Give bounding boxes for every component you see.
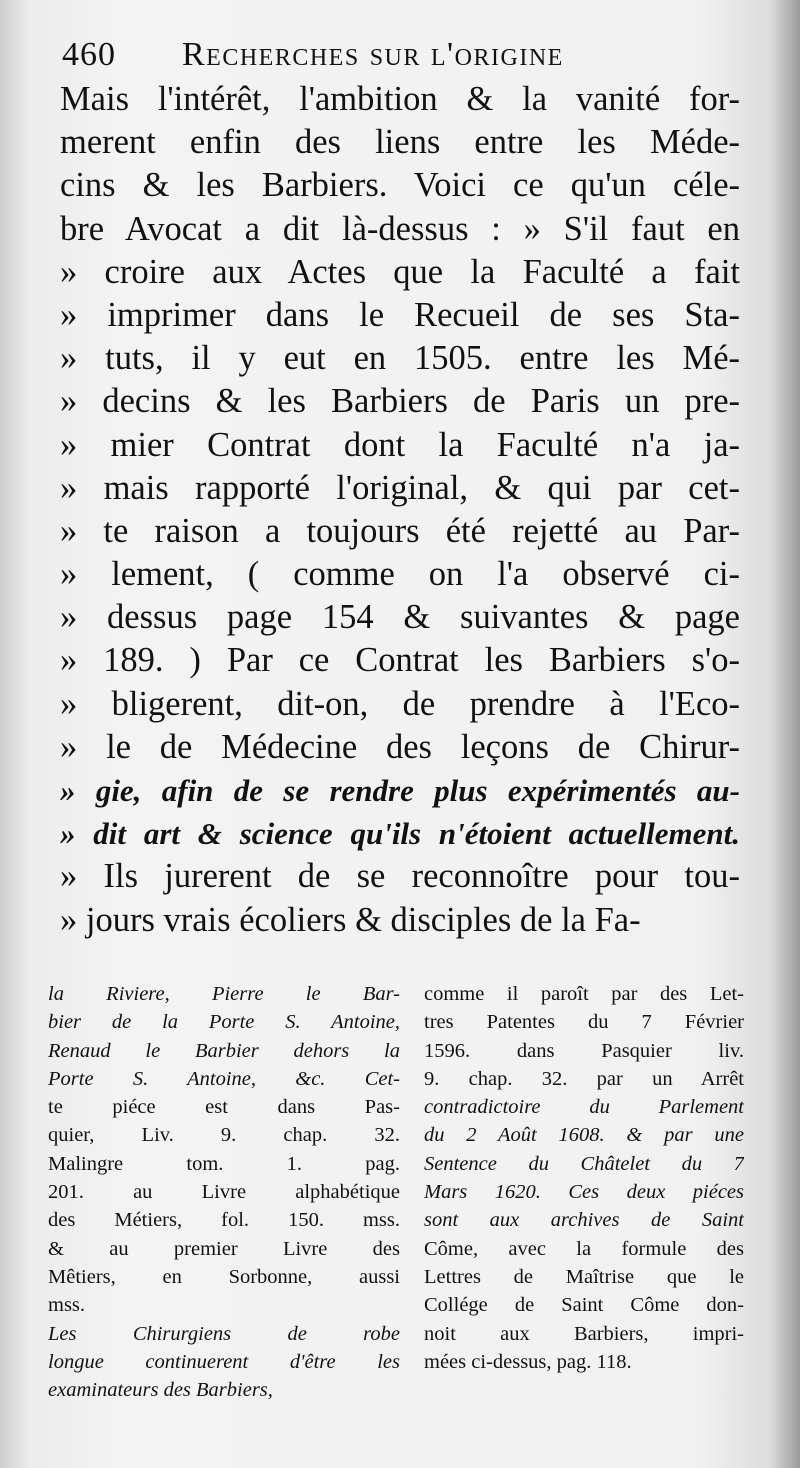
running-title: Recherches sur l'origine [182,36,564,73]
text-line: » imprimer dans le Recueil de ses Sta- [60,295,740,334]
text-line: » dit art & science qu'ils n'étoient actuellement. [60,816,740,852]
footnote-line: des Métiers, fol. 150. mss. [48,1209,400,1232]
footnote-line: Sentence du Châtelet du 7 [424,1152,744,1175]
text-line: Mais l'intérêt, l'ambition & la vanité for- [60,80,740,118]
text-line: » tuts, il y eut en 1505. entre les Mé- [60,339,740,378]
text-line: » 189. ) Par ce Contrat les Barbiers s'o- [60,641,740,680]
page-number: 460 [62,36,116,73]
footnote-line: Mars 1620. Ces deux piéces [424,1181,744,1204]
footnote-line: te piéce est dans Pas- [48,1096,400,1119]
footnote-line: sont aux archives de Saint [424,1209,744,1232]
footnote-line: examinateurs des Barbiers, [48,1379,273,1402]
footnote-line: 201. au Livre alphabétique [48,1181,400,1204]
footnote-line: contradictoire du Parlement [424,1096,744,1119]
text-line: merent enfin des liens entre les Méde- [60,123,740,162]
footnote-line: Lettres de Maîtrise que le [424,1265,744,1288]
running-header [62,36,742,76]
text-line: » te raison a toujours été rejetté au Par- [60,511,740,550]
text-line: » jours vrais écoliers & disciples de la Fa- [60,900,641,939]
main-text [60,78,740,942]
footnote-line: mées ci-dessus, pag. 118. [424,1350,632,1373]
text-line: cins & les Barbiers. Voici ce qu'un céle- [60,166,740,205]
footnote-line: noit aux Barbiers, impri- [424,1322,744,1345]
footnote-line: Malingre tom. 1. pag. [48,1152,400,1175]
footnote-line: quier, Liv. 9. chap. 32. [48,1124,400,1147]
text-line: » dessus page 154 & suivantes & page [60,598,740,637]
text-line: » decins & les Barbiers de Paris un pre- [60,382,740,421]
footnote-line: tres Patentes du 7 Février [424,1011,744,1034]
footnotes-right-column [424,980,744,1376]
text-line: » mier Contrat dont la Faculté n'a ja- [60,425,740,464]
footnote-line: & au premier Livre des [48,1237,400,1260]
text-line: » mais rapporté l'original, & qui par cet- [60,468,740,507]
text-line: » lement, ( comme on l'a observé ci- [60,555,740,594]
footnote-line: la Riviere, Pierre le Bar- [48,983,400,1005]
footnote-line: 1596. dans Pasquier liv. [424,1039,744,1062]
footnote-line: Mêtiers, en Sorbonne, aussi [48,1265,400,1288]
footnote-line: mss. [48,1294,86,1317]
footnote-line: Renaud le Barbier dehors la [48,1039,400,1062]
footnotes-left-column [48,980,400,1404]
footnote-line: Collége de Saint Côme don- [424,1294,744,1317]
footnote-line: comme il paroît par des Let- [424,983,744,1005]
footnote-line: Les Chirurgiens de robe [48,1322,400,1345]
text-line: » croire aux Actes que la Faculté a fait [60,252,740,291]
footnote-line: longue continuerent d'être les [48,1350,400,1373]
text-line: » Ils jurerent de se reconnoître pour tou- [60,857,740,896]
footnote-line: Côme, avec la formule des [424,1237,744,1260]
footnote-line: bier de la Porte S. Antoine, [48,1011,400,1034]
text-line: » le de Médecine des leçons de Chirur- [60,727,740,766]
text-line: bre Avocat a dit là-dessus : » S'il faut en [60,209,740,248]
footnote-line: 9. chap. 32. par un Arrêt [424,1067,744,1090]
footnote-line: Porte S. Antoine, &c. Cet- [48,1067,400,1090]
text-line: » gie, afin de se rendre plus expérimentés au- [60,773,740,808]
footnote-line: du 2 Août 1608. & par une [424,1124,744,1147]
text-line: » bligerent, dit-on, de prendre à l'Eco- [60,684,740,723]
